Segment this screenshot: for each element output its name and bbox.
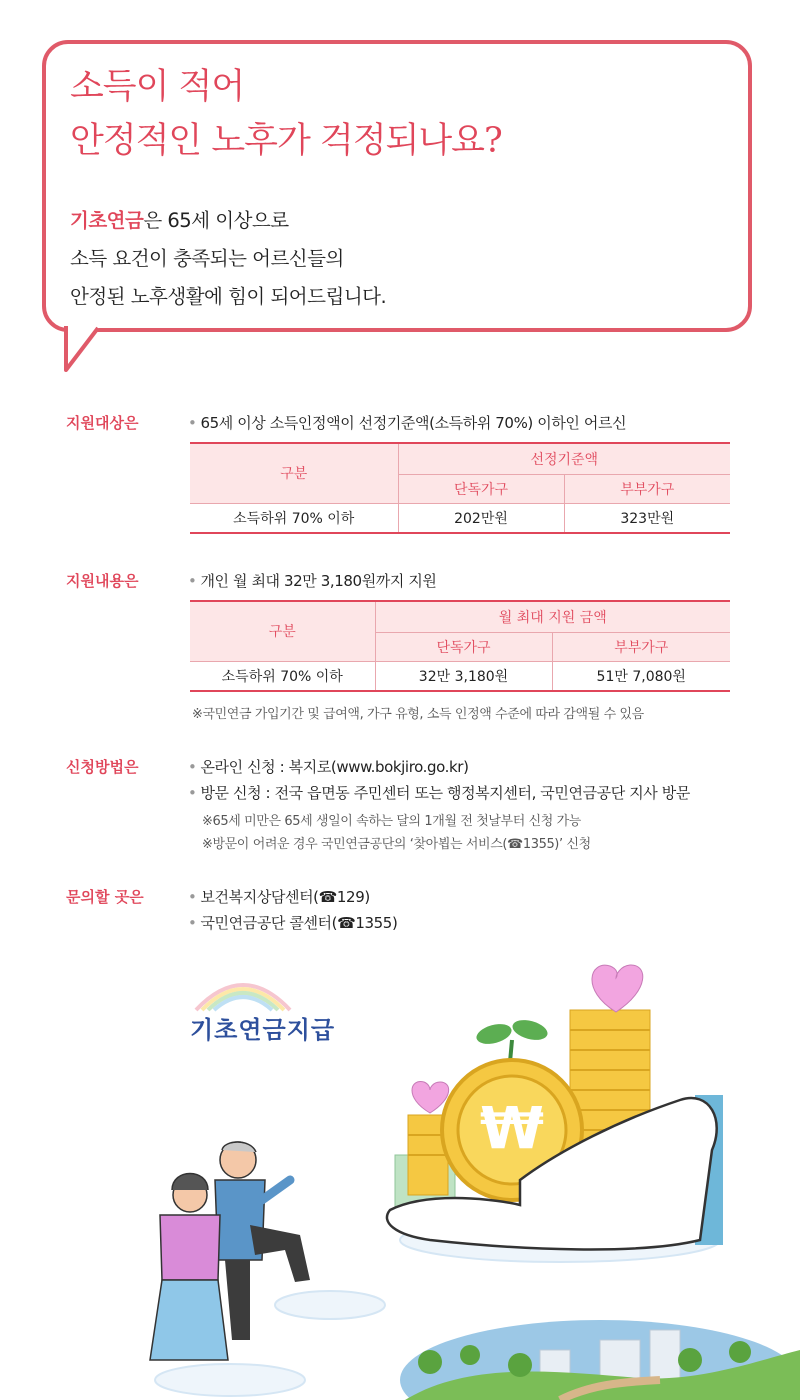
headline-line-2: 안정적인 노후가 걱정되나요? xyxy=(70,121,502,161)
table-cell: 202만원 xyxy=(398,503,564,533)
apply-bullet-online: • 온라인 신청 : 복지로(www.bokjiro.go.kr) xyxy=(188,756,469,777)
section-label-apply: 신청방법은 xyxy=(66,758,139,776)
table-sub-header: 단독가구 xyxy=(375,632,552,661)
intro-text xyxy=(70,202,386,316)
support-note: ※국민연금 가입기간 및 급여액, 가구 유형, 소득 인정액 수준에 따라 감액될 수 있음 xyxy=(192,707,644,722)
intro-line-3: 안정된 노후생활에 힘이 되어드립니다. xyxy=(70,285,387,308)
svg-text:₩: ₩ xyxy=(480,1094,544,1162)
headline-line-1: 소득이 적어 xyxy=(70,67,245,107)
heart-icon xyxy=(412,1081,449,1113)
table-group-label: 선정기준액 xyxy=(398,443,730,474)
table-cell: 323만원 xyxy=(564,503,730,533)
table-col-label: 구분 xyxy=(190,601,375,661)
elderly-couple-icon xyxy=(150,1142,310,1360)
section-label-contact: 문의할 곳은 xyxy=(66,888,144,906)
table-sub-header: 부부가구 xyxy=(552,632,730,661)
contact-bullet-nps-callcenter: • 국민연금공단 콜센터(☎1355) xyxy=(188,912,397,933)
section-label-support: 지원내용은 xyxy=(66,572,139,590)
table-sub-header: 단독가구 xyxy=(398,474,564,503)
headline xyxy=(70,60,502,168)
heart-icon xyxy=(592,965,643,1012)
table-row-label: 소득하위 70% 이하 xyxy=(190,503,398,533)
table-group-label: 월 최대 지원 금액 xyxy=(375,601,730,632)
apply-note-age: ※65세 미만은 65세 생일이 속하는 달의 1개월 전 첫날부터 신청 가능 xyxy=(202,814,581,829)
table-col-label: 구분 xyxy=(190,443,398,503)
support-bullet: • 개인 월 최대 32만 3,180원까지 지원 xyxy=(188,570,437,591)
intro-speech-bubble xyxy=(42,40,752,332)
contact-bullet-welfare-center: • 보건복지상담센터(☎129) xyxy=(188,886,370,907)
sprout-icon xyxy=(474,1017,549,1062)
table-cell: 32만 3,180원 xyxy=(375,661,552,691)
table-row-label: 소득하위 70% 이하 xyxy=(190,661,375,691)
section-label-target: 지원대상은 xyxy=(66,414,139,432)
target-bullet: • 65세 이상 소득인정액이 선정기준액(소득하위 70%) 이하인 어르신 xyxy=(188,412,626,433)
town-scenery-icon xyxy=(400,1320,800,1400)
table-sub-header: 부부가구 xyxy=(564,474,730,503)
rainbow-icon xyxy=(196,985,290,1010)
intro-emphasis: 기초연금 xyxy=(70,209,144,232)
intro-line-2: 소득 요건이 충족되는 어르신들의 xyxy=(70,247,344,270)
support-amount-table xyxy=(190,600,730,692)
intro-line-1: 은 65세 이상으로 xyxy=(143,209,289,232)
bubble-tail xyxy=(60,326,110,376)
table-cell: 51만 7,080원 xyxy=(552,661,730,691)
target-criteria-table xyxy=(190,442,730,534)
basic-pension-logo: 기초연금지급 xyxy=(190,1016,336,1044)
apply-bullet-visit: • 방문 신청 : 전국 읍면동 주민센터 또는 행정복지센터, 국민연금공단 지사 방문 xyxy=(188,782,690,803)
apply-note-visit-service: ※방문이 어려운 경우 국민연금공단의 ‘찾아뵙는 서비스(☎1355)’ 신청 xyxy=(202,837,591,852)
illustration xyxy=(0,950,800,1400)
